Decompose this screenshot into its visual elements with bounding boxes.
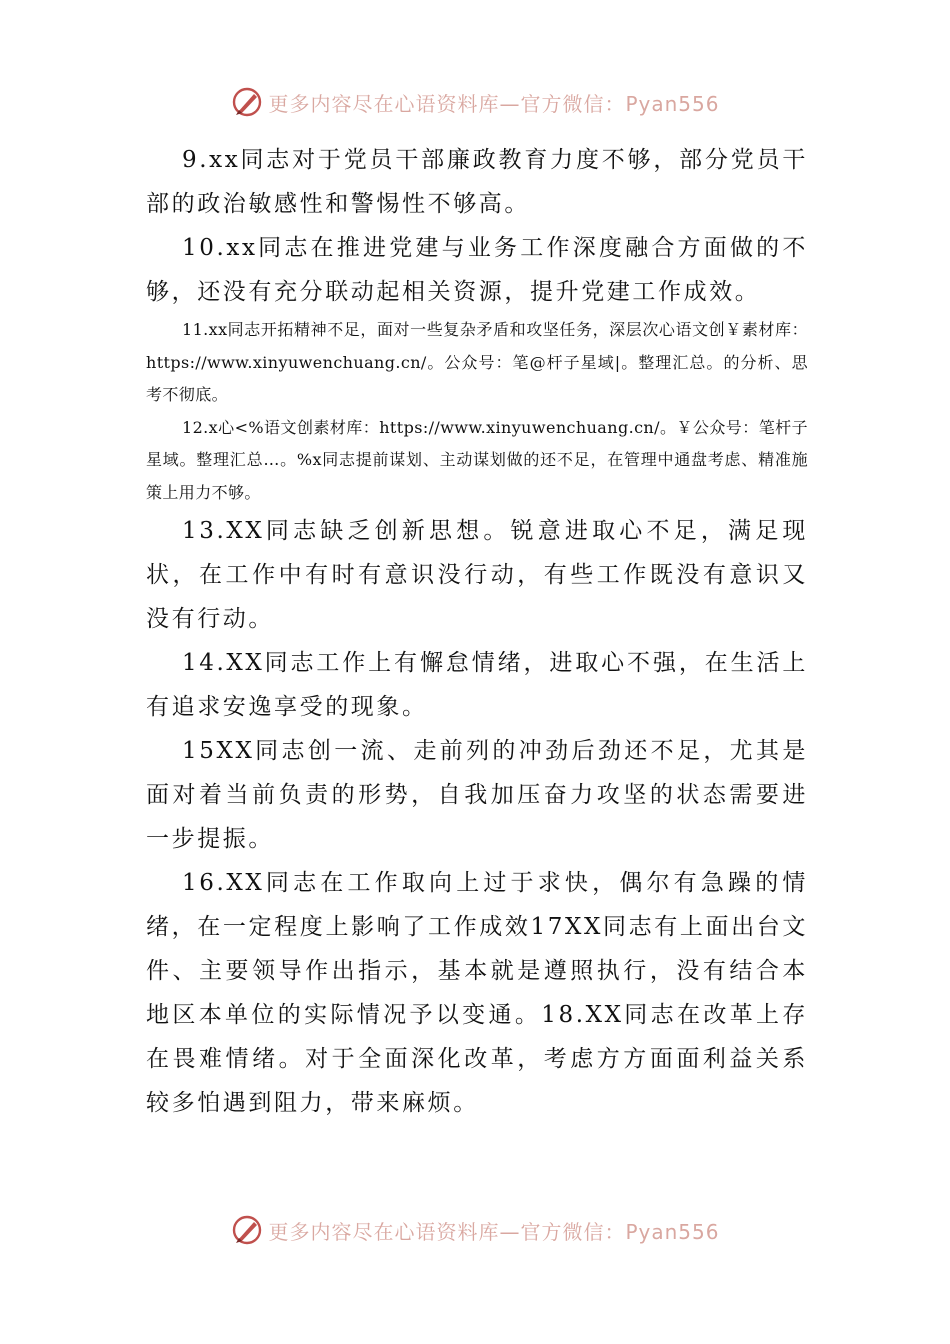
pen-logo-icon xyxy=(230,1213,264,1247)
paragraph-12: 12.x心<%语文创素材库：https://www.xinyuwenchuang.cn/。￥公众号：笔杆子星域。整理汇总…。%x同志提前谋划、主动谋划做的还不足，在管理中通盘考虑、精准施策上用力不够。 xyxy=(146,417,808,502)
watermark-text: 更多内容尽在心语资料库—官方微信：Pyan556 xyxy=(268,91,720,116)
paragraph-16-18: 16.XX同志在工作取向上过于求快，偶尔有急躁的情绪，在一定程度上影响了工作成效17XX同志有上面出台文件、主要领导作出指示，基本就是遵照执行，没有结合本地区本单位的实际情况予以变通。18.XX同志在改革上存在畏难情绪。对于全面深化改革，考虑方方面面利益关系较多怕遇到阻力，带来麻烦。 xyxy=(146,870,808,1116)
pen-logo-icon xyxy=(230,85,264,119)
header-watermark xyxy=(0,82,950,122)
document-body xyxy=(146,138,808,1125)
paragraph-10: 10.xx同志在推进党建与业务工作深度融合方面做的不够，还没有充分联动起相关资源，提升党建工作成效。 xyxy=(146,235,808,305)
paragraph-9: 9.xx同志对于党员干部廉政教育力度不够，部分党员干部的政治敏感性和警惕性不够高。 xyxy=(146,147,808,217)
paragraph-13: 13.XX同志缺乏创新思想。锐意进取心不足，满足现状，在工作中有时有意识没行动，有些工作既没有意识又没有行动。 xyxy=(146,518,808,632)
watermark-text: 更多内容尽在心语资料库—官方微信：Pyan556 xyxy=(268,1219,720,1244)
paragraph-11: 11.xx同志开拓精神不足，面对一些复杂矛盾和攻坚任务，深层次心语文创￥素材库：https://www.xinyuwenchuang.cn/。公众号：笔@杆子星域|。整理汇总。的分析、思考不彻底。 xyxy=(146,320,808,404)
paragraph-14: 14.XX同志工作上有懈怠情绪，进取心不强，在生活上有追求安逸享受的现象。 xyxy=(146,650,808,720)
paragraph-15: 15XX同志创一流、走前列的冲劲后劲还不足，尤其是面对着当前负责的形势，自我加压奋力攻坚的状态需要进一步提振。 xyxy=(146,738,808,852)
footer-watermark xyxy=(0,1210,950,1250)
